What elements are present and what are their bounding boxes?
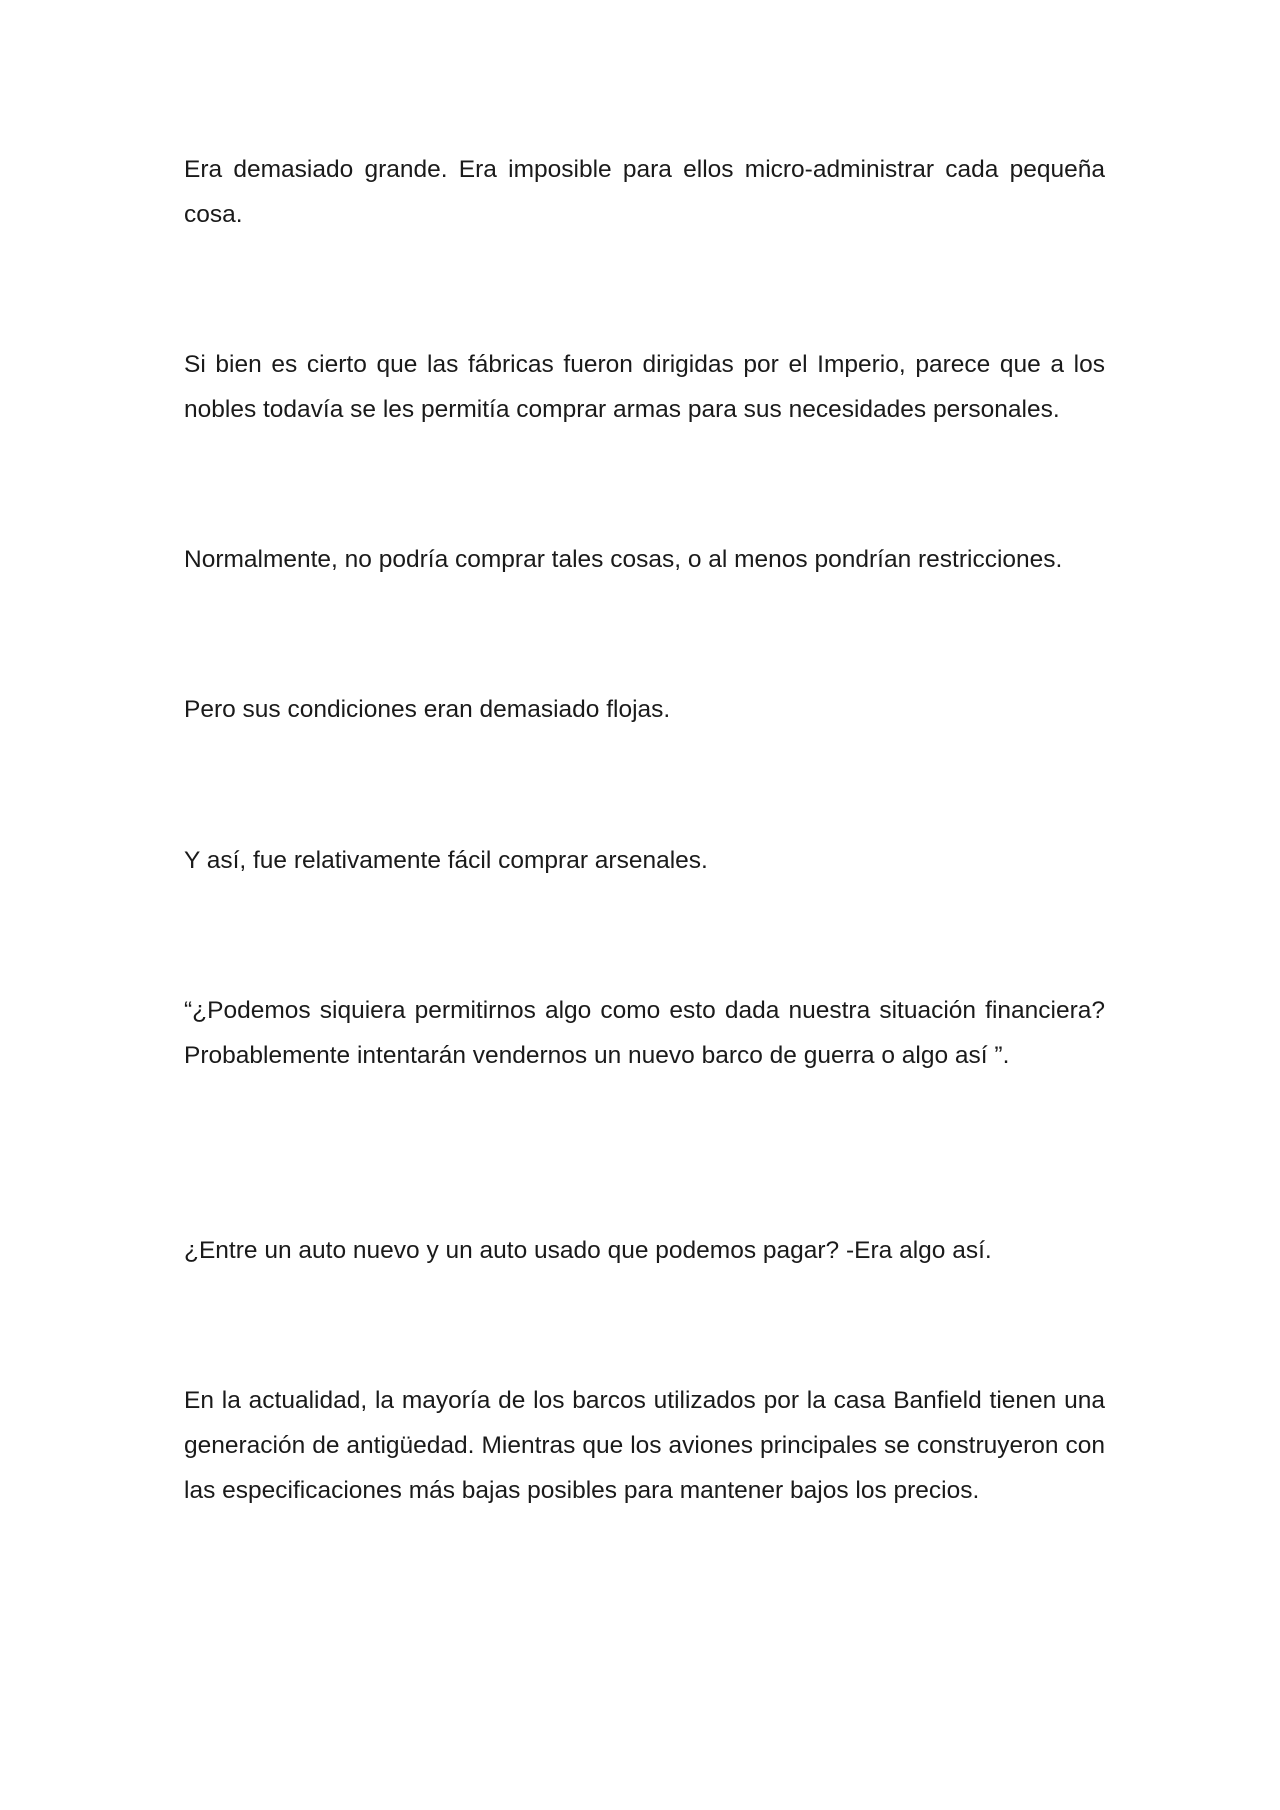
paragraph-6: “¿Podemos siquiera permitirnos algo como esto dada nuestra situación financiera? Probablemente intentarán vendernos un nuevo barco de guerra o algo así ”. xyxy=(184,997,1105,1069)
paragraph-7: ¿Entre un auto nuevo y un auto usado que podemos pagar? -Era algo así. xyxy=(184,1237,992,1264)
paragraph-4: Pero sus condiciones eran demasiado flojas. xyxy=(184,696,671,723)
paragraph-5: Y así, fue relativamente fácil comprar arsenales. xyxy=(184,847,708,874)
paragraph-1: Era demasiado grande. Era imposible para ellos micro-administrar cada pequeña cosa. xyxy=(184,156,1105,228)
paragraph-3: Normalmente, no podría comprar tales cosas, o al menos pondrían restricciones. xyxy=(184,546,1063,573)
paragraph-2: Si bien es cierto que las fábricas fueron dirigidas por el Imperio, parece que a los nobles todavía se les permitía comprar armas para sus necesidades personales. xyxy=(184,351,1105,423)
paragraph-8: En la actualidad, la mayoría de los barcos utilizados por la casa Banfield tienen una generación de antigüedad. Mientras que los aviones principales se construyeron con las especificaciones más bajas posibles para mantener bajos los precios. xyxy=(184,1387,1105,1504)
